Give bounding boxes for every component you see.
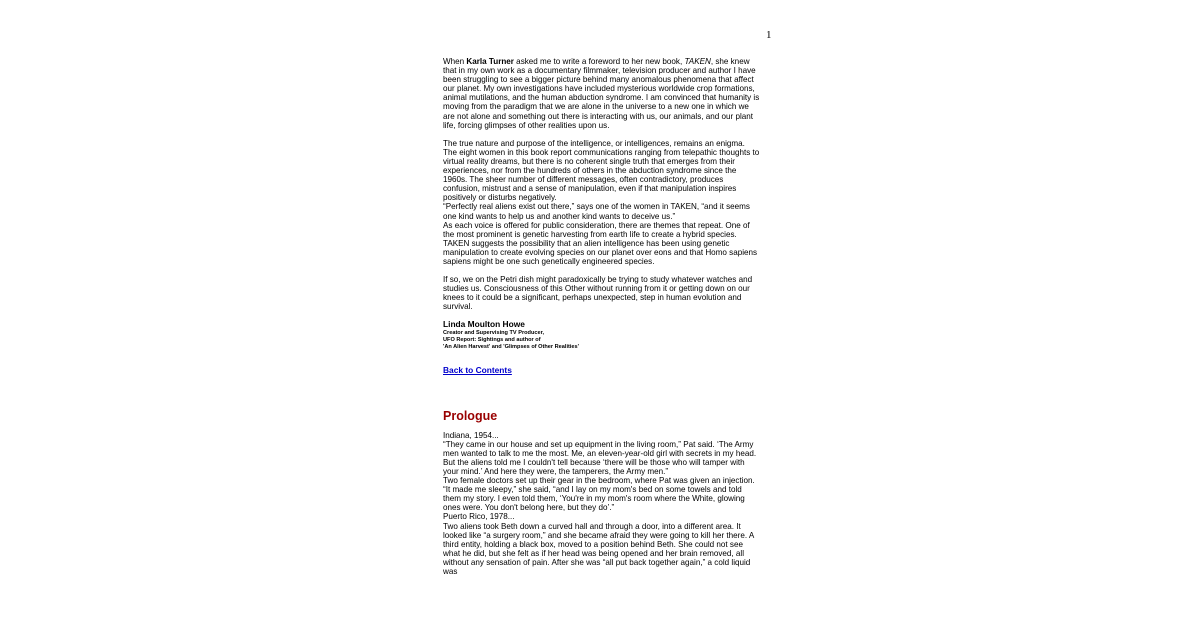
back-to-contents-link[interactable]: Back to Contents xyxy=(443,364,512,375)
intro-middle: asked me to write a foreword to her new book, xyxy=(513,57,685,66)
prologue-line: Indiana, 1954... xyxy=(443,430,499,440)
author-name: Karla Turner xyxy=(466,57,514,66)
book-title: TAKEN xyxy=(684,57,711,66)
intro-after: , she knew that in my own work as a documentary filmmaker, television producer and author I have been struggling to see a bigger picture behind many anomalous phenomena that affect our planet. My own investigations have included mysterious worldwide crop formations, animal mutilations, and the human abduction syndrome. I am convinced that humanity is moving from the paradigm that we are alone in the universe to a new one in which we are not alone and something out there is interacting with us, our animals, and our plant life, forcing glimpses of other realities upon us. xyxy=(443,57,760,130)
foreword-paragraph: As each voice is offered for public consideration, there are themes that repeat. One of the most prominent is genetic harvesting from earth life to create a hybrid species. TAKEN suggests the possibility that an alien intelligence has been using genetic manipulation to create evolving species on our planet over eons and that Homo sapiens sapiens might be one such genetically engineered species. xyxy=(443,220,758,266)
prologue-body xyxy=(443,431,760,577)
signature-block xyxy=(443,320,760,350)
foreword-paragraph: “Perfectly real aliens exist out there,” says one of the women in TAKEN, “and it seems one kind wants to help us and another kind wants to deceive us.” xyxy=(443,202,750,221)
signature-line: 'An Alien Harvest' and 'Glimpses of Other Realities' xyxy=(443,343,579,350)
prologue-line: Two aliens took Beth down a curved hall and through a door, into a different area. It looked like “a surgery room,” and she became afraid they were going to kill her there. A third entity, holding a black box, moved to a position behind Beth. She could not see what he did, but she felt as if her head was being opened and her brain removed, all without any sensation of pain. After she was “all put back together again,” a cold liquid was xyxy=(443,521,754,577)
foreword-paragraph: The true nature and purpose of the intelligence, or intelligences, remains an enigma. The eight women in this book report communications ranging from telepathic thoughts to virtual reality dreams, but there is no coherent single truth that emerges from their experiences, nor from the hundreds of others in the abduction syndrome since the 1960s. The sheer number of different messages, often contradictory, produces confusion, mistrust and a sense of manipulation, even if that manipulation inspires positively or disturbs negatively. xyxy=(443,138,760,203)
signature-name: Linda Moulton Howe xyxy=(443,319,525,330)
foreword-paragraph: If so, we on the Petri dish might paradoxically be trying to study whatever watches and studies us. Consciousness of this Other without running from it or getting down on our knees to it could be a significant, perhaps unexpected, step in human evolution and survival. xyxy=(443,275,753,312)
page-number: 1 xyxy=(766,29,772,41)
prologue-heading: Prologue xyxy=(443,408,498,423)
signature-line: Creator and Supervising TV Producer, xyxy=(443,329,545,336)
prologue-line: “They came in our house and set up equipment in the living room,” Pat said. ‘The Army men wanted to talk to me the most. Me, an eleven-year-old girl with secrets in my head. But the aliens told me I couldn't tell because ‘there will be those who will tamper with your mind.’ And here they were, the tamperers, the Army men.” xyxy=(443,439,757,476)
intro-before-name: When xyxy=(443,57,467,66)
intro-paragraph xyxy=(443,57,760,130)
document-body xyxy=(443,57,760,576)
prologue-line: Two female doctors set up their gear in the bedroom, where Pat was given an injection. “It made me sleepy,” she said, “and I lay on my mom's bed on some towels and told them my story. I even told them, ‘You're in my mom's room where the White, glowing ones were. You don't belong here, but they do’.” xyxy=(443,476,755,513)
signature-line: UFO Report: Sightings and author of xyxy=(443,336,541,343)
prologue-line: Puerto Rico, 1978... xyxy=(443,512,515,522)
foreword-block xyxy=(443,139,760,266)
